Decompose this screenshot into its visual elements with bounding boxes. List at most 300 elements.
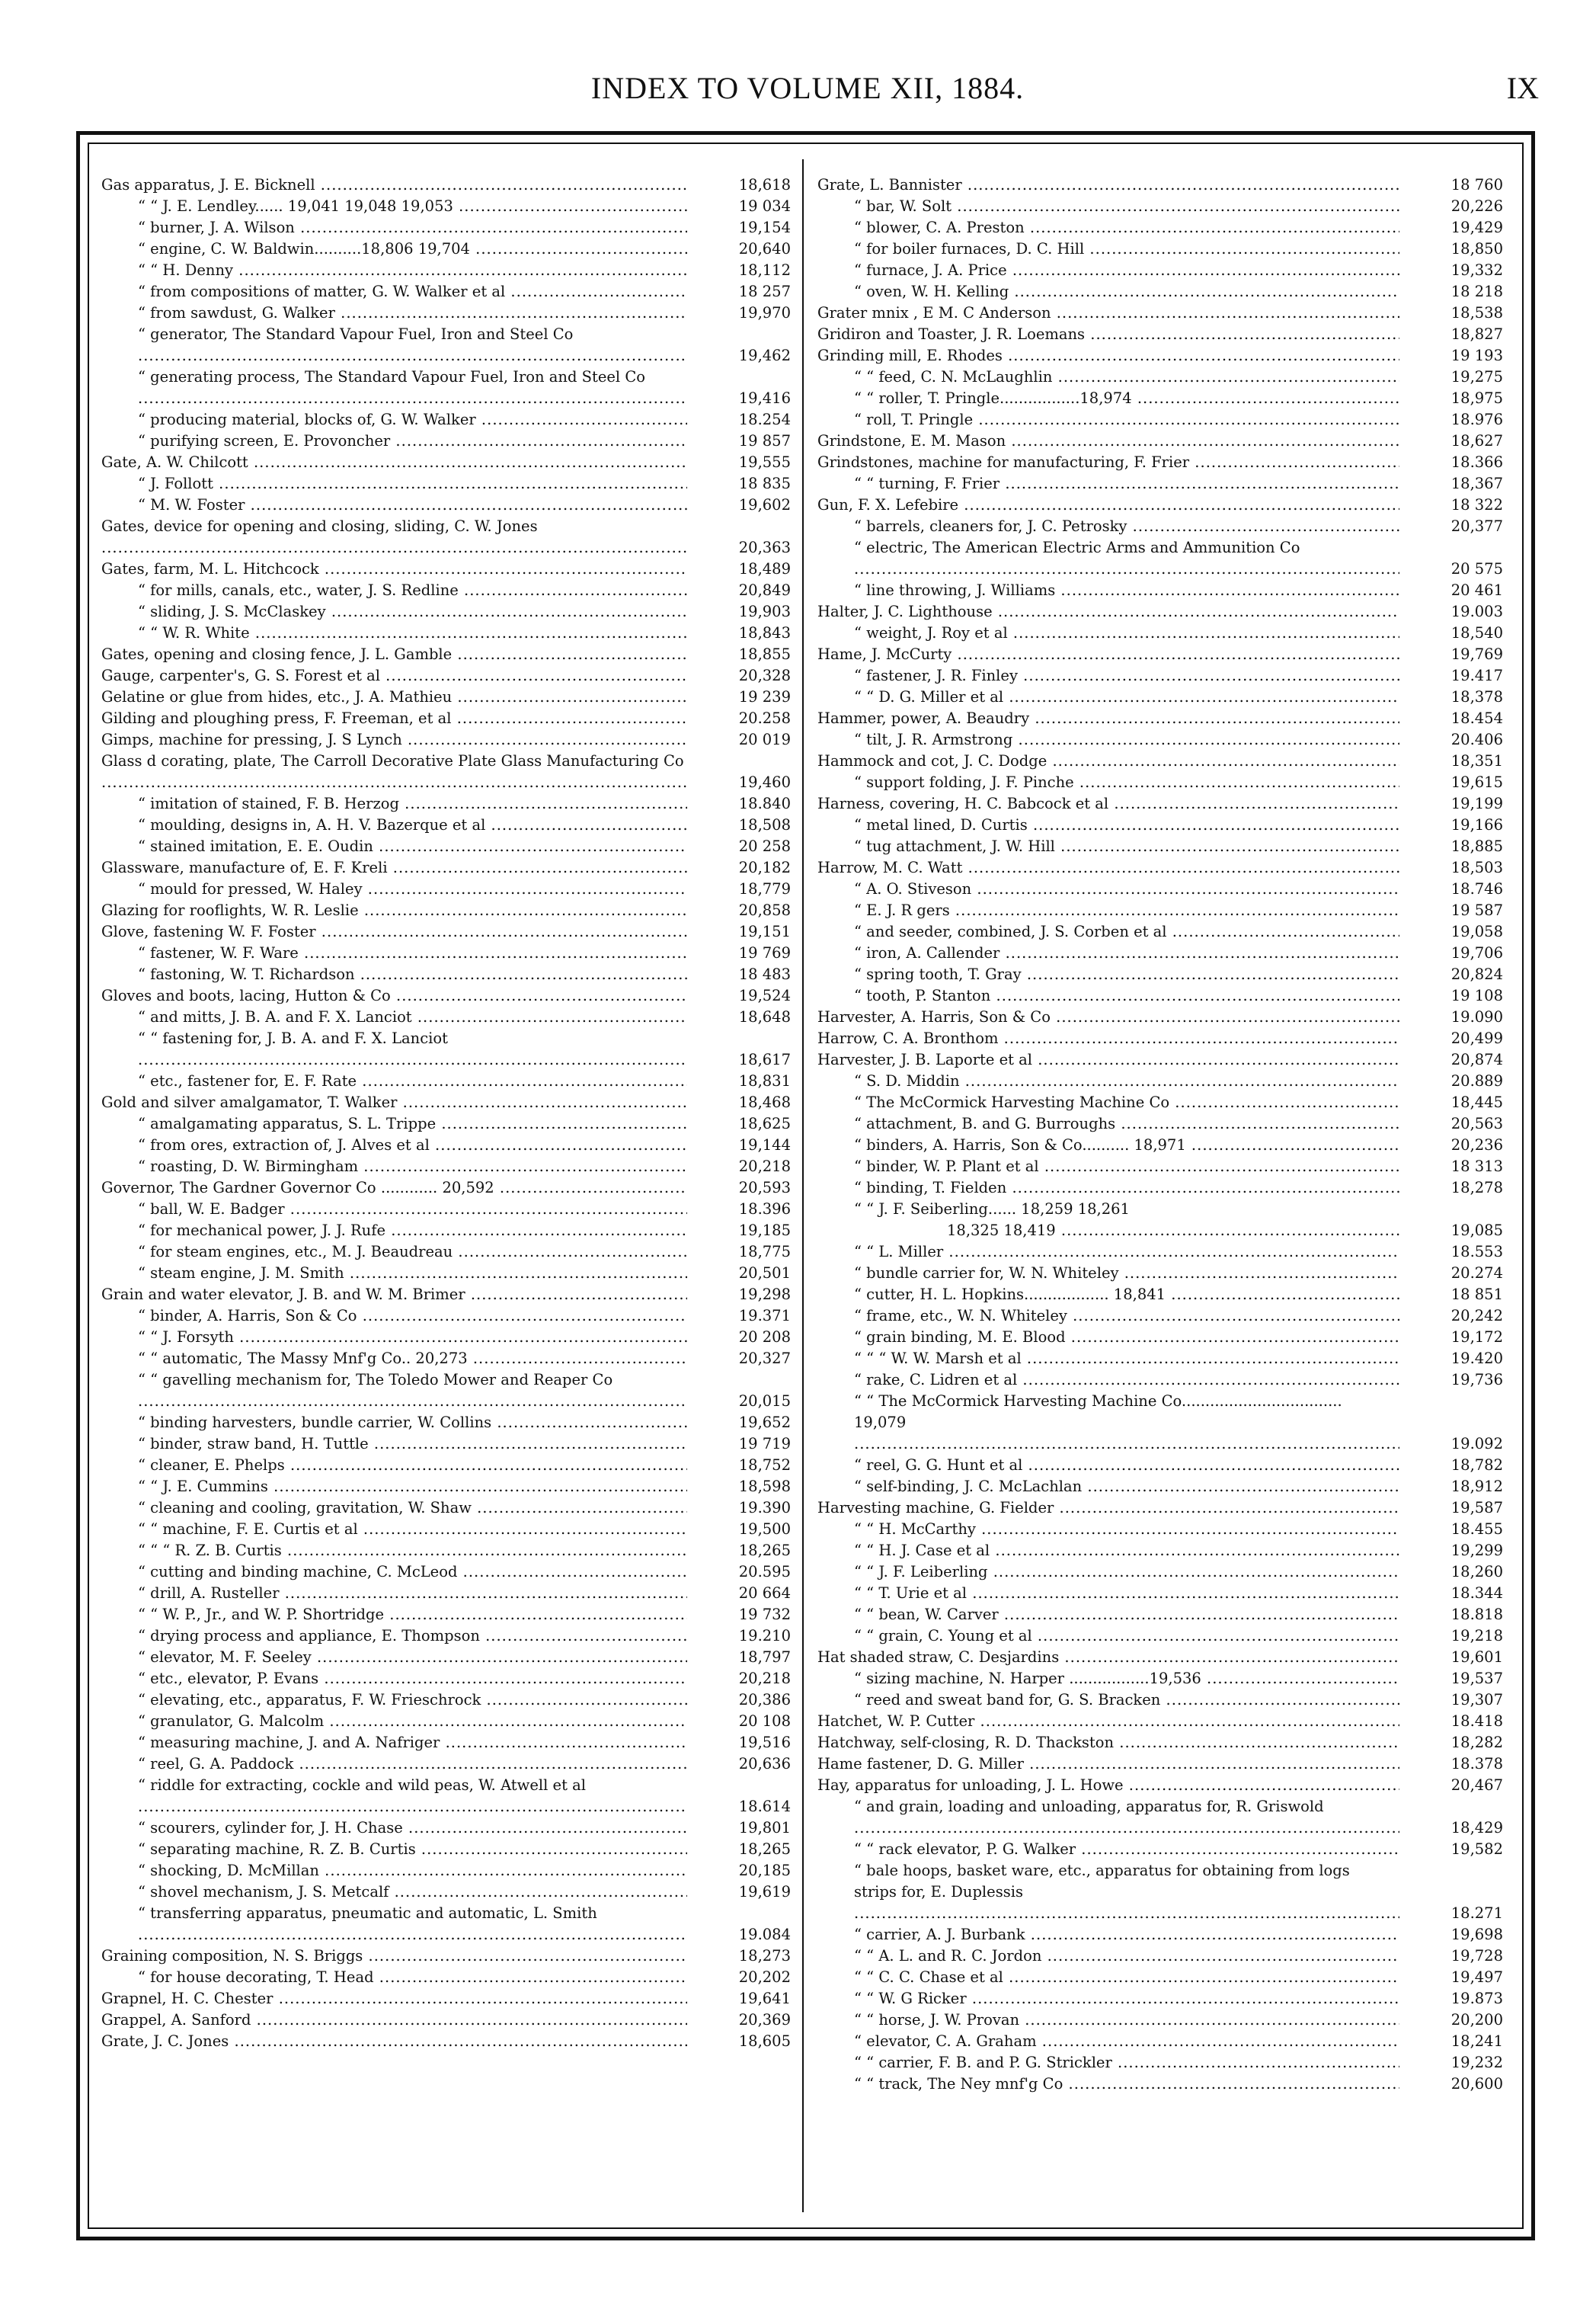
entry-text: “ drying process and appliance, E. Thompson ..... <box>101 1625 791 1647</box>
index-entry <box>817 1732 1503 1753</box>
index-entry <box>101 1967 791 1988</box>
entry-number: 18,648 <box>687 1007 791 1028</box>
entry-text: “ attachment, B. and G. Burroughs ..... <box>817 1113 1503 1135</box>
entry-text: “ for boiler furnaces, D. C. Hill ..... <box>817 239 1503 260</box>
entry-number: 20,218 <box>687 1156 791 1177</box>
entry-number: 19,516 <box>687 1732 791 1753</box>
index-entry <box>817 1775 1503 1796</box>
entry-number: 19 108 <box>1399 985 1503 1007</box>
entry-text: “ binding harvesters, bundle carrier, W. Collins ..... <box>101 1412 791 1433</box>
entry-number: 18.746 <box>1399 879 1503 900</box>
entry-text: “ fastoning, W. T. Richardson ..... <box>101 964 791 985</box>
index-entry <box>817 2074 1503 2095</box>
entry-text: “ E. J. R gers ..... <box>817 900 1503 921</box>
entry-number: 20,386 <box>687 1689 791 1711</box>
index-entry <box>101 1668 791 1689</box>
entry-text: “ granulator, G. Malcolm ..... <box>101 1711 791 1732</box>
entry-number: 20,182 <box>687 857 791 879</box>
entry-text: “ generator, The Standard Vapour Fuel, Iron and Steel Co ..... <box>101 324 791 367</box>
entry-number: 18,598 <box>687 1476 791 1497</box>
entry-number: 20,849 <box>687 580 791 601</box>
index-entry <box>101 324 791 367</box>
index-entry <box>101 1732 791 1753</box>
entry-text: Gates, opening and closing fence, J. L. Gamble ..... <box>101 644 791 665</box>
index-entry <box>817 1199 1503 1220</box>
entry-number: 19,275 <box>1399 367 1503 388</box>
entry-text: “ from sawdust, G. Walker ..... <box>101 303 791 324</box>
entry-number: 18.366 <box>1399 452 1503 473</box>
entry-number: 19,537 <box>1399 1668 1503 1689</box>
entry-text: “ “ horse, J. W. Provan ..... <box>817 2010 1503 2031</box>
entry-number: 18,265 <box>687 1839 791 1860</box>
index-entry <box>817 1796 1503 1839</box>
index-entry <box>817 303 1503 324</box>
index-entry <box>817 1860 1503 1924</box>
entry-text: “ shovel mechanism, J. S. Metcalf ..... <box>101 1881 791 1903</box>
index-entry <box>817 452 1503 473</box>
entry-number: 19,524 <box>687 985 791 1007</box>
entry-text: Hame fastener, D. G. Miller ..... <box>817 1753 1503 1775</box>
entry-number: 19 034 <box>687 196 791 217</box>
entry-text: Grate, J. C. Jones ..... <box>101 2031 791 2052</box>
entry-number: 18 313 <box>1399 1156 1503 1177</box>
entry-text: “ “ W. G Ricker ..... <box>817 1988 1503 2010</box>
index-entry <box>101 1113 791 1135</box>
index-entry <box>817 601 1503 623</box>
index-entry <box>101 1369 791 1412</box>
entry-number: 19 857 <box>687 431 791 452</box>
index-entry <box>101 836 791 857</box>
index-entry <box>817 388 1503 409</box>
index-entry <box>101 1839 791 1860</box>
entry-number: 18.418 <box>1399 1711 1503 1732</box>
entry-number: 19,185 <box>687 1220 791 1241</box>
entry-number: 19,582 <box>1399 1839 1503 1860</box>
entry-number: 19.210 <box>687 1625 791 1647</box>
index-entry <box>817 1689 1503 1711</box>
entry-text: Harvester, J. B. Laporte et al ..... <box>817 1049 1503 1071</box>
entry-number: 19,769 <box>1399 644 1503 665</box>
entry-number: 20 461 <box>1399 580 1503 601</box>
index-column-right <box>817 175 1503 2095</box>
entry-text: “ self-binding, J. C. McLachlan ..... <box>817 1476 1503 1497</box>
entry-text: “ “ H. Denny ..... <box>101 260 791 281</box>
entry-text: “ “ J. F. Seiberling...... 18,259 18,261 <box>854 1200 1130 1218</box>
entry-text: “ “ W. R. White ..... <box>101 623 791 644</box>
index-entry <box>817 964 1503 985</box>
index-entry <box>101 601 791 623</box>
entry-text: “ etc., elevator, P. Evans ..... <box>101 1668 791 1689</box>
entry-text: “ stained imitation, E. E. Oudin ..... <box>101 836 791 857</box>
index-entry <box>817 2031 1503 2052</box>
entry-number: 19.417 <box>1399 665 1503 687</box>
entry-number: 18,540 <box>1399 623 1503 644</box>
entry-text: Hammer, power, A. Beaudry ..... <box>817 708 1503 729</box>
entry-text: “ roasting, D. W. Birmingham ..... <box>101 1156 791 1177</box>
index-entry <box>817 1625 1503 1647</box>
entry-text: Gate, A. W. Chilcott ..... <box>101 452 791 473</box>
entry-text: “ line throwing, J. Williams ..... <box>817 580 1503 601</box>
entry-text: “ “ “ W. W. Marsh et al ..... <box>817 1348 1503 1369</box>
entry-text: “ “ grain, C. Young et al ..... <box>817 1625 1503 1647</box>
entry-text: Harvesting machine, G. Fielder ..... <box>817 1497 1503 1519</box>
entry-number: 18.976 <box>1399 409 1503 431</box>
entry-text: Gun, F. X. Lefebire ..... <box>817 495 1503 516</box>
entry-text: “ “ feed, C. N. McLaughlin ..... <box>817 367 1503 388</box>
index-entry <box>101 1263 791 1284</box>
entry-text: Grater mnix , E M. C Anderson ..... <box>817 303 1503 324</box>
index-entry <box>817 1092 1503 1113</box>
entry-number: 18,112 <box>687 260 791 281</box>
index-entry <box>817 1455 1503 1476</box>
index-entry <box>101 1625 791 1647</box>
entry-number: 20,218 <box>687 1668 791 1689</box>
index-entry <box>817 793 1503 815</box>
entry-text: “ fastener, W. F. Ware ..... <box>101 943 791 964</box>
entry-text: “ “ H. McCarthy ..... <box>817 1519 1503 1540</box>
index-entry <box>817 623 1503 644</box>
entry-text: “ “ “ R. Z. B. Curtis ..... <box>101 1540 791 1561</box>
entry-number: 18,975 <box>1399 388 1503 409</box>
index-entry <box>101 623 791 644</box>
index-entry <box>817 1049 1503 1071</box>
entry-text: “ elevator, M. F. Seeley ..... <box>101 1647 791 1668</box>
index-entry <box>101 260 791 281</box>
entry-number: 19 239 <box>687 687 791 708</box>
entry-text: “ purifying screen, E. Provoncher ..... <box>101 431 791 452</box>
index-frame-inner <box>88 143 1524 2229</box>
index-entry <box>817 900 1503 921</box>
index-entry <box>101 1647 791 1668</box>
index-entry <box>817 644 1503 665</box>
entry-text: Harrow, M. C. Watt ..... <box>817 857 1503 879</box>
entry-number: 19,332 <box>1399 260 1503 281</box>
entry-text: Gridiron and Toaster, J. R. Loemans ..... <box>817 324 1503 345</box>
index-entry <box>817 1497 1503 1519</box>
index-entry <box>101 964 791 985</box>
entry-text: Hame, J. McCurty ..... <box>817 644 1503 665</box>
index-entry <box>817 1647 1503 1668</box>
entry-text: “ “ bean, W. Carver ..... <box>817 1604 1503 1625</box>
entry-text: “ moulding, designs in, A. H. V. Bazerque et al ..... <box>101 815 791 836</box>
index-entry <box>817 1988 1503 2010</box>
entry-number: 19,736 <box>1399 1369 1503 1391</box>
index-entry <box>817 495 1503 516</box>
entry-number: 18,429 <box>1399 1817 1503 1839</box>
entry-text: Harness, covering, H. C. Babcock et al ..... <box>817 793 1503 815</box>
index-entry <box>101 1455 791 1476</box>
entry-number: 19.003 <box>1399 601 1503 623</box>
entry-text: Gloves and boots, lacing, Hutton & Co ..... <box>101 985 791 1007</box>
entry-number: 18,241 <box>1399 2031 1503 2052</box>
index-entry <box>101 516 791 559</box>
index-entry <box>817 431 1503 452</box>
index-entry <box>817 239 1503 260</box>
entry-text: “ “ J. E. Lendley...... 19,041 19,048 19,053 ..... <box>101 196 791 217</box>
index-entry <box>101 665 791 687</box>
entry-text: “ weight, J. Roy et al ..... <box>817 623 1503 644</box>
index-entry <box>101 1583 791 1604</box>
entry-number: 19,460 <box>687 772 791 793</box>
entry-text: “ binding, T. Fielden ..... <box>817 1177 1503 1199</box>
index-entry <box>817 1476 1503 1497</box>
entry-number: 20 108 <box>687 1711 791 1732</box>
entry-number: 18,538 <box>1399 303 1503 324</box>
entry-text: Halter, J. C. Lighthouse ..... <box>817 601 1503 623</box>
entry-text: “ “ carrier, F. B. and P. G. Strickler ..... <box>817 2052 1503 2074</box>
entry-number: 20,369 <box>687 2010 791 2031</box>
entry-number: 19,429 <box>1399 217 1503 239</box>
entry-text: “ producing material, blocks of, G. W. Walker ..... <box>101 409 791 431</box>
entry-number: 18 322 <box>1399 495 1503 516</box>
entry-number: 20 258 <box>687 836 791 857</box>
index-entry <box>101 1284 791 1305</box>
index-entry <box>817 1391 1503 1455</box>
entry-text: “ generating process, The Standard Vapour Fuel, Iron and Steel Co ..... <box>101 367 791 409</box>
entry-text: “ tilt, J. R. Armstrong ..... <box>817 729 1503 751</box>
entry-text: “ riddle for extracting, cockle and wild peas, W. Atwell et al ..... <box>101 1775 791 1817</box>
entry-number: 20,499 <box>1399 1028 1503 1049</box>
entry-number: 18.378 <box>1399 1753 1503 1775</box>
entry-number: 18.454 <box>1399 708 1503 729</box>
entry-number: 20,563 <box>1399 1113 1503 1135</box>
entry-text: “ amalgamating apparatus, S. L. Trippe ..... <box>101 1113 791 1135</box>
index-entry <box>817 1540 1503 1561</box>
index-entry <box>101 1881 791 1903</box>
index-entry <box>817 367 1503 388</box>
entry-number: 18 835 <box>687 473 791 495</box>
entry-number: 18.254 <box>687 409 791 431</box>
entry-text: “ blower, C. A. Preston ..... <box>817 217 1503 239</box>
entry-number: 18.553 <box>1399 1241 1503 1263</box>
entry-number: 19 587 <box>1399 900 1503 921</box>
entry-text: “ elevating, etc., apparatus, F. W. Frieschrock ..... <box>101 1689 791 1711</box>
entry-text: Hatchway, self-closing, R. D. Thackston ..... <box>817 1732 1503 1753</box>
index-entry <box>817 537 1503 580</box>
entry-text: “ electric, The American Electric Arms and Ammunition Co ..... <box>817 537 1503 580</box>
entry-number: 19.390 <box>687 1497 791 1519</box>
entry-number: 20,858 <box>687 900 791 921</box>
index-entry <box>817 345 1503 367</box>
index-entry <box>817 1156 1503 1177</box>
entry-text: “ metal lined, D. Curtis ..... <box>817 815 1503 836</box>
entry-number: 20,015 <box>687 1391 791 1412</box>
entry-text: “ etc., fastener for, E. F. Rate ..... <box>101 1071 791 1092</box>
index-entry <box>101 985 791 1007</box>
index-entry <box>817 836 1503 857</box>
entry-text: “ “ L. Miller ..... <box>817 1241 1503 1263</box>
index-entry <box>817 943 1503 964</box>
entry-number: 19,903 <box>687 601 791 623</box>
entry-text: “ “ T. Urie et al ..... <box>817 1583 1503 1604</box>
entry-text: Grain and water elevator, J. B. and W. M. Brimer ..... <box>101 1284 791 1305</box>
entry-text: “ for house decorating, T. Head ..... <box>101 1967 791 1988</box>
entry-text: “ binder, A. Harris, Son & Co ..... <box>101 1305 791 1327</box>
entry-number: 20 019 <box>687 729 791 751</box>
entry-number: 20,226 <box>1399 196 1503 217</box>
entry-text: “ bale hoops, basket ware, etc., apparatus for obtaining from logs strips for, E. Duplessis ..... <box>817 1860 1503 1924</box>
index-entry <box>817 1135 1503 1156</box>
entry-text: “ “ roller, T. Pringle.................18,974 ..... <box>817 388 1503 409</box>
entry-number: 18,797 <box>687 1647 791 1668</box>
entry-number: 18 483 <box>687 964 791 985</box>
index-entry <box>101 1519 791 1540</box>
index-entry <box>101 217 791 239</box>
entry-number: 18,885 <box>1399 836 1503 857</box>
index-entry <box>101 196 791 217</box>
entry-text: Gold and silver amalgamator, T. Walker ..... <box>101 1092 791 1113</box>
entry-number: 20,328 <box>687 665 791 687</box>
index-entry <box>101 1177 791 1199</box>
index-entry <box>817 1220 1503 1241</box>
entry-text: “ “ J. F. Leiberling ..... <box>817 1561 1503 1583</box>
entry-number: 19,601 <box>1399 1647 1503 1668</box>
index-entry <box>101 1412 791 1433</box>
index-entry <box>817 260 1503 281</box>
entry-text: “ “ A. L. and R. C. Jordon ..... <box>817 1946 1503 1967</box>
index-entry <box>817 175 1503 196</box>
entry-text: “ spring tooth, T. Gray ..... <box>817 964 1503 985</box>
column-divider <box>802 159 804 2212</box>
entry-text: “ binders, A. Harris, Son & Co.......... 18,971 ..... <box>817 1135 1503 1156</box>
entry-number: 20,501 <box>687 1263 791 1284</box>
entry-text: “ “ W. P., Jr., and W. P. Shortridge ..... <box>101 1604 791 1625</box>
entry-text: “ “ J. E. Cummins ..... <box>101 1476 791 1497</box>
entry-text: “ The McCormick Harvesting Machine Co ..... <box>817 1092 1503 1113</box>
entry-number: 19,218 <box>1399 1625 1503 1647</box>
entry-text: “ carrier, A. J. Burbank ..... <box>817 1924 1503 1946</box>
index-entry <box>101 1497 791 1519</box>
index-entry <box>817 1028 1503 1049</box>
entry-number: 18,625 <box>687 1113 791 1135</box>
index-entry <box>101 303 791 324</box>
index-entry <box>101 729 791 751</box>
entry-number: 19,232 <box>1399 2052 1503 2074</box>
index-entry <box>817 324 1503 345</box>
index-entry <box>101 1753 791 1775</box>
index-entry <box>101 1689 791 1711</box>
entry-text: Grinding mill, E. Rhodes ..... <box>817 345 1503 367</box>
entry-number: 20,640 <box>687 239 791 260</box>
index-entry <box>101 580 791 601</box>
index-entry <box>101 175 791 196</box>
entry-text: Grapnel, H. C. Chester ..... <box>101 1988 791 2010</box>
entry-text: Governor, The Gardner Governor Co ............ 20,592 ..... <box>101 1177 791 1199</box>
entry-number: 19 719 <box>687 1433 791 1455</box>
entry-text: “ cleaning and cooling, gravitation, W. Shaw ..... <box>101 1497 791 1519</box>
entry-number: 18,605 <box>687 2031 791 2052</box>
index-entry <box>817 1369 1503 1391</box>
index-entry <box>101 1711 791 1732</box>
index-entry <box>817 751 1503 772</box>
index-entry <box>817 580 1503 601</box>
entry-text: “ furnace, J. A. Price ..... <box>817 260 1503 281</box>
entry-number: 20 575 <box>1399 559 1503 580</box>
index-entry <box>817 1327 1503 1348</box>
entry-text: Hat shaded straw, C. Desjardins ..... <box>817 1647 1503 1668</box>
entry-text: “ “ H. J. Case et al ..... <box>817 1540 1503 1561</box>
entry-text: “ iron, A. Callender ..... <box>817 943 1503 964</box>
index-entry <box>817 665 1503 687</box>
index-entry <box>101 1071 791 1092</box>
entry-text: “ J. Follott ..... <box>101 473 791 495</box>
entry-text: “ and grain, loading and unloading, apparatus for, R. Griswold ..... <box>817 1796 1503 1839</box>
index-entry <box>101 921 791 943</box>
index-entry <box>817 815 1503 836</box>
entry-number: 19 732 <box>687 1604 791 1625</box>
index-entry <box>101 1327 791 1348</box>
entry-number: 20,363 <box>687 537 791 559</box>
entry-text: Glazing for rooflights, W. R. Leslie ..... <box>101 900 791 921</box>
index-entry <box>101 815 791 836</box>
entry-number: 18,782 <box>1399 1455 1503 1476</box>
entry-text: “ tug attachment, J. W. Hill ..... <box>817 836 1503 857</box>
entry-number: 19.090 <box>1399 1007 1503 1028</box>
entry-number: 20,824 <box>1399 964 1503 985</box>
entry-text: “ “ D. G. Miller et al ..... <box>817 687 1503 708</box>
entry-number: 20 208 <box>687 1327 791 1348</box>
index-entry <box>817 985 1503 1007</box>
entry-number: 19.420 <box>1399 1348 1503 1369</box>
index-entry <box>101 1220 791 1241</box>
index-entry <box>101 1946 791 1967</box>
entry-text: “ steam engine, J. M. Smith ..... <box>101 1263 791 1284</box>
index-entry <box>817 1967 1503 1988</box>
index-entry <box>101 644 791 665</box>
entry-number: 19,151 <box>687 921 791 943</box>
index-entry <box>817 1668 1503 1689</box>
entry-number: 18,850 <box>1399 239 1503 260</box>
entry-text: “ cutter, H. L. Hopkins.................. 18,841 ..... <box>817 1284 1503 1305</box>
index-entry <box>817 2010 1503 2031</box>
entry-number: 20.274 <box>1399 1263 1503 1284</box>
index-entry <box>101 2031 791 2052</box>
entry-number: 19,500 <box>687 1519 791 1540</box>
index-entry <box>101 708 791 729</box>
entry-text: “ sizing machine, N. Harper .................19,536 ..... <box>817 1668 1503 1689</box>
entry-text: “ scourers, cylinder for, J. H. Chase ..... <box>101 1817 791 1839</box>
entry-number: 18,508 <box>687 815 791 836</box>
entry-number: 20.406 <box>1399 729 1503 751</box>
index-entry <box>817 1113 1503 1135</box>
index-entry <box>817 473 1503 495</box>
index-entry <box>101 2010 791 2031</box>
entry-text: Hay, apparatus for unloading, J. L. Howe ..... <box>817 1775 1503 1796</box>
entry-number: 18,503 <box>1399 857 1503 879</box>
index-entry <box>817 729 1503 751</box>
entry-text: “ S. D. Middin ..... <box>817 1071 1503 1092</box>
entry-number: 20,185 <box>687 1860 791 1881</box>
entry-text: Grate, L. Bannister ..... <box>817 175 1503 196</box>
entry-text: “ “ C. C. Chase et al ..... <box>817 1967 1503 1988</box>
entry-number: 19,497 <box>1399 1967 1503 1988</box>
index-entry <box>101 1860 791 1881</box>
entry-text: Graining composition, N. S. Briggs ..... <box>101 1946 791 1967</box>
entry-number: 18,260 <box>1399 1561 1503 1583</box>
entry-text: Hammock and cot, J. C. Dodge ..... <box>817 751 1503 772</box>
entry-text: Gauge, carpenter's, G. S. Forest et al ..... <box>101 665 791 687</box>
entry-number: 19,801 <box>687 1817 791 1839</box>
entry-number: 18,843 <box>687 623 791 644</box>
index-entry <box>817 708 1503 729</box>
index-entry <box>817 1839 1503 1860</box>
entry-number: 20,600 <box>1399 2074 1503 2095</box>
index-entry <box>101 687 791 708</box>
entry-text: Gelatine or glue from hides, etc., J. A. Mathieu ..... <box>101 687 791 708</box>
entry-number: 20,593 <box>687 1177 791 1199</box>
entry-number: 20.889 <box>1399 1071 1503 1092</box>
index-entry <box>817 879 1503 900</box>
